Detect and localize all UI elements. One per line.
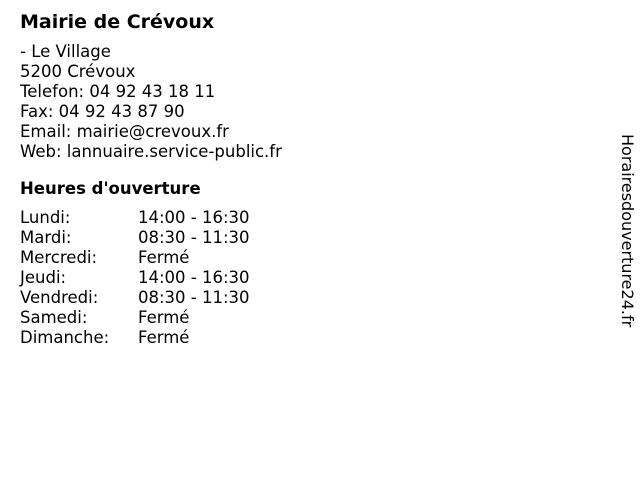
- email-line[interactable]: Email: mairie@crevoux.fr: [20, 122, 229, 141]
- hours-time-value: 14:00 - 16:30: [138, 208, 250, 227]
- hours-heading: Heures d'ouverture: [20, 179, 201, 198]
- hours-row-saturday: [20, 308, 590, 328]
- place-title: Mairie de Crévoux: [20, 11, 215, 33]
- hours-day-label: Mercredi:: [20, 248, 98, 267]
- hours-time-value: 08:30 - 11:30: [138, 228, 250, 247]
- hours-time-value: Fermé: [138, 308, 190, 327]
- fax-line: Fax: 04 92 43 87 90: [20, 102, 185, 121]
- hours-table: [20, 208, 590, 348]
- hours-day-label: Mardi:: [20, 228, 72, 247]
- hours-day-label: Jeudi:: [20, 268, 67, 287]
- web-line[interactable]: Web: lannuaire.service-public.fr: [20, 142, 282, 161]
- hours-row-monday: [20, 208, 590, 228]
- hours-row-tuesday: [20, 228, 590, 248]
- hours-row-sunday: [20, 328, 590, 348]
- address-city: 5200 Crévoux: [20, 62, 136, 81]
- hours-day-label: Lundi:: [20, 208, 71, 227]
- site-brand-watermark: Horairesdouverture24.fr: [618, 134, 637, 328]
- contact-block: [20, 42, 590, 162]
- hours-day-label: Samedi:: [20, 308, 88, 327]
- place-card: [20, 8, 590, 348]
- hours-time-value: 08:30 - 11:30: [138, 288, 250, 307]
- hours-time-value: Fermé: [138, 248, 190, 267]
- phone-line[interactable]: Telefon: 04 92 43 18 11: [20, 82, 216, 101]
- hours-row-wednesday: [20, 248, 590, 268]
- hours-time-value: 14:00 - 16:30: [138, 268, 250, 287]
- hours-row-thursday: [20, 268, 590, 288]
- hours-day-label: Dimanche:: [20, 328, 110, 347]
- hours-time-value: Fermé: [138, 328, 190, 347]
- address-street: - Le Village: [20, 42, 111, 61]
- hours-day-label: Vendredi:: [20, 288, 99, 307]
- hours-row-friday: [20, 288, 590, 308]
